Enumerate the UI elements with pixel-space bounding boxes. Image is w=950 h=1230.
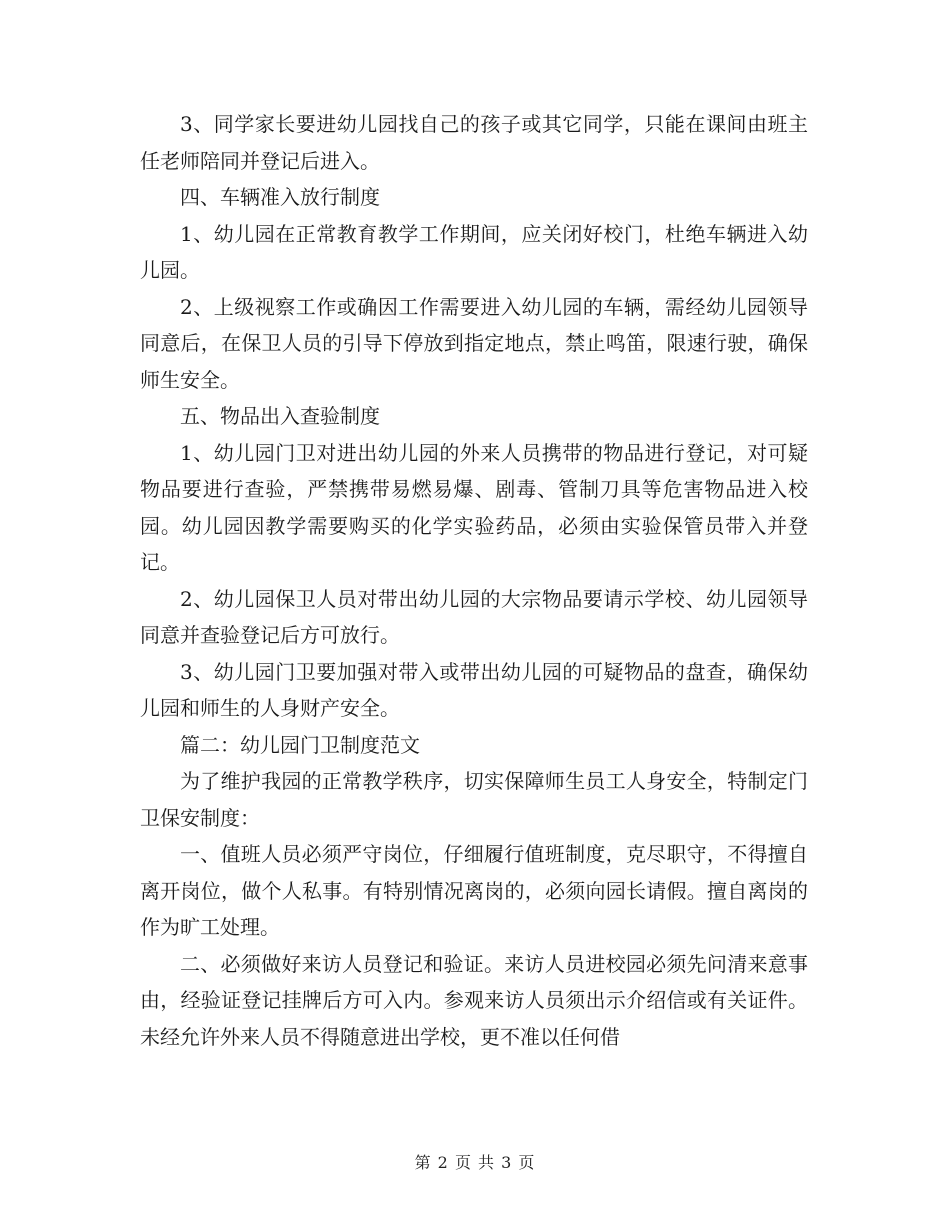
paragraph: 3、幼儿园门卫要加强对带入或带出幼儿园的可疑物品的盘查，确保幼儿园和师生的人身财产安全。 — [140, 659, 808, 720]
section-heading: 五、物品出入查验制度 — [180, 404, 380, 428]
document-body — [140, 106, 808, 1055]
paragraph: 3、同学家长要进幼儿园找自己的孩子或其它同学，只能在课间由班主任老师陪同并登记后进入。 — [140, 112, 808, 173]
paragraph: 一、值班人员必须严守岗位，仔细履行值班制度，克尽职守，不得擅自离开岗位，做个人私事。有特别情况离岗的，必须向园长请假。擅自离岗的作为旷工处理。 — [140, 842, 808, 939]
page-number: 第 2 页 共 3 页 — [414, 1153, 536, 1172]
paragraph: 为了维护我园的正常教学秩序，切实保障师生员工人身安全，特制定门卫保安制度： — [140, 769, 808, 830]
paragraph: 2、幼儿园保卫人员对带出幼儿园的大宗物品要请示学校、幼儿园领导同意并查验登记后方可放行。 — [140, 586, 808, 647]
paragraph: 2、上级视察工作或确因工作需要进入幼儿园的车辆，需经幼儿园领导同意后，在保卫人员的引导下停放到指定地点，禁止鸣笛，限速行驶，确保师生安全。 — [140, 294, 808, 392]
section-heading: 四、车辆准入放行制度 — [180, 185, 380, 209]
paragraph: 1、幼儿园门卫对进出幼儿园的外来人员携带的物品进行登记，对可疑物品要进行查验，严禁携带易燃易爆、剧毒、管制刀具等危害物品进入校园。幼儿园因教学需要购买的化学实验药品，必须由实验保管员带入并登记。 — [140, 440, 808, 574]
paragraph: 1、幼儿园在正常教育教学工作期间，应关闭好校门，杜绝车辆进入幼儿园。 — [140, 221, 808, 282]
article-title: 篇二：幼儿园门卫制度范文 — [180, 732, 420, 757]
paragraph: 二、必须做好来访人员登记和验证。来访人员进校园必须先问清来意事由，经验证登记挂牌后方可入内。参观来访人员须出示介绍信或有关证件。未经允许外来人员不得随意进出学校，更不准以任何借 — [140, 951, 808, 1049]
